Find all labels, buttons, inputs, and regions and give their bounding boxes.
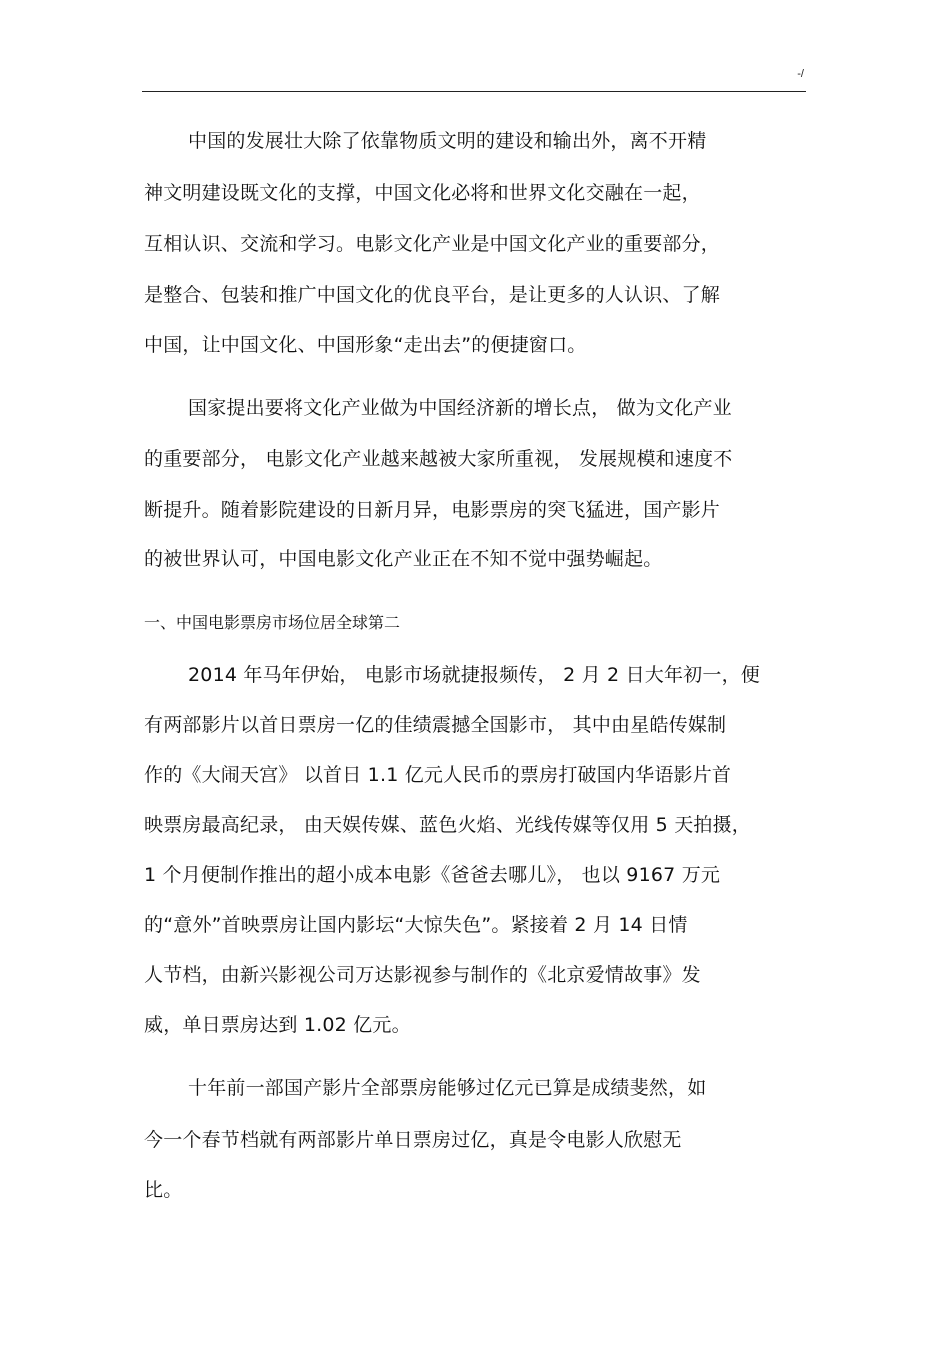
paragraph-line: 互相认识、交流和学习。电影文化产业是中国文化产业的重要部分，	[144, 233, 721, 255]
paragraph-line: 映票房最高纪录， 由天娱传媒、蓝色火焰、光线传媒等仅用 5 天拍摄，	[144, 814, 752, 836]
paragraph-line: 国家提出要将文化产业做为中国经济新的增长点， 做为文化产业	[188, 397, 732, 419]
paragraph-line: 威，单日票房达到 1.02 亿元。	[144, 1014, 411, 1036]
paragraph-line: 中国，让中国文化、中国形象“走出去”的便捷窗口。	[144, 334, 587, 356]
paragraph-line: 的“意外”首映票房让国内影坛“大惊失色”。紧接着 2 月 14 日情	[144, 914, 688, 936]
paragraph-line: 人节档，由新兴影视公司万达影视参与制作的《北京爱情故事》发	[144, 964, 701, 986]
paragraph-line: 作的《大闹天宫》 以首日 1.1 亿元人民币的票房打破国内华语影片首	[144, 764, 732, 786]
paragraph-line: 的被世界认可，中国电影文化产业正在不知不觉中强势崛起。	[144, 548, 663, 570]
section-heading: 一、中国电影票房市场位居全球第二	[144, 613, 401, 632]
paragraph-line: 神文明建设既文化的支撑，中国文化必将和世界文化交融在一起，	[144, 182, 701, 204]
paragraph-line: 2014 年马年伊始， 电影市场就捷报频传， 2 月 2 日大年初一，便	[188, 664, 760, 686]
paragraph-line: 比。	[144, 1179, 183, 1201]
paragraph-line: 有两部影片以首日票房一亿的佳绩震撼全国影市， 其中由星皓传媒制	[144, 714, 727, 736]
paragraph-line: 十年前一部国产影片全部票房能够过亿元已算是成绩斐然，如	[188, 1077, 707, 1099]
header-divider	[142, 91, 806, 92]
paragraph-line: 1 个月便制作推出的超小成本电影《爸爸去哪儿》， 也以 9167 万元	[144, 864, 721, 886]
paragraph-line: 断提升。随着影院建设的日新月异，电影票房的突飞猛进，国产影片	[144, 499, 721, 521]
paragraph-line: 的重要部分， 电影文化产业越来越被大家所重视， 发展规模和速度不	[144, 448, 733, 470]
paragraph-line: 中国的发展壮大除了依靠物质文明的建设和输出外，离不开精	[188, 130, 707, 152]
paragraph-line: 今一个春节档就有两部影片单日票房过亿，真是令电影人欣慰无	[144, 1129, 682, 1151]
paragraph-line: 是整合、包装和推广中国文化的优良平台，是让更多的人认识、了解	[144, 284, 721, 306]
page-header-mark: -/	[797, 68, 804, 80]
